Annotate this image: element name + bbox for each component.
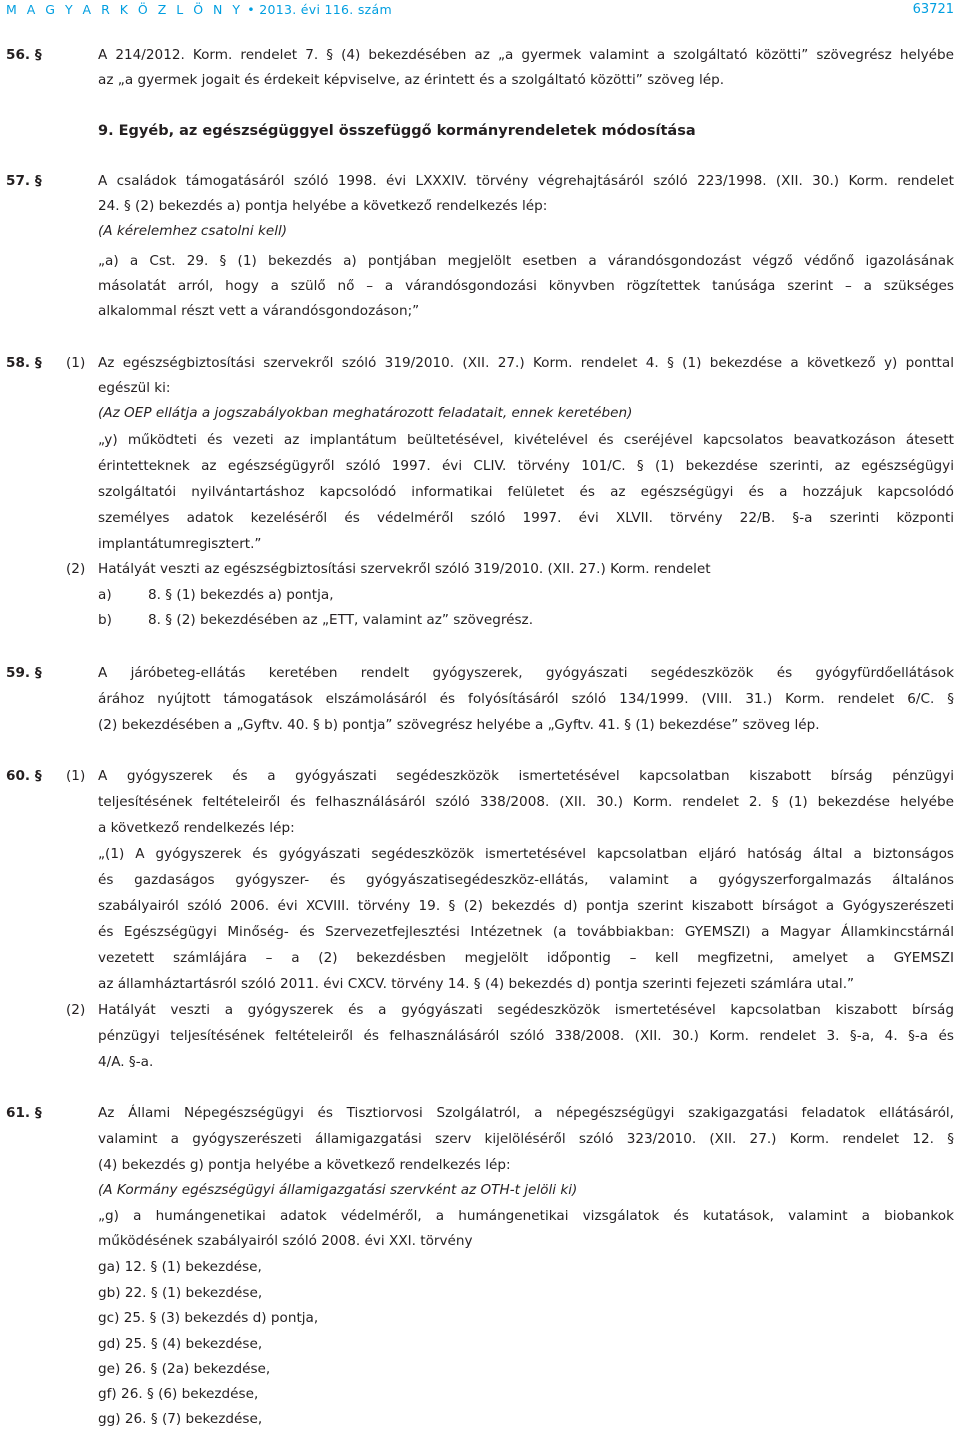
- section-57-line-2: 24. § (2) bekezdés a) pontja helyébe a következő rendelkezés lép:: [98, 198, 548, 214]
- issue-label: 2013. évi 116. szám: [259, 2, 392, 17]
- section-60-line-10: Hatályát veszti a gyógyszerek és a gyógyászati segédeszközök ismertetésével kapcsolatban kiszabott bírság: [98, 1002, 954, 1018]
- header-bullet: •: [247, 2, 255, 17]
- section-59-line-3: (2) bekezdésében a „Gyftv. 40. § b) pontja” szövegrész helyébe a „Gyftv. 41. § (1) bekezdése” szöveg lép.: [98, 717, 820, 733]
- journal-name: M A G Y A R K Ö Z L Ö N Y: [6, 2, 243, 17]
- section-61-line-6: működésének szabályairól szóló 2008. évi XXI. törvény: [98, 1233, 473, 1249]
- page-header: [0, 0, 960, 22]
- section-58-line-5: érintetteknek az egészségügyről szóló 1997. évi CLIV. törvény 101/C. § (1) bekezdése szerinti, az egészségügyi: [98, 458, 954, 474]
- section-61-line-3: (4) bekezdés g) pontja helyébe a következő rendelkezés lép:: [98, 1157, 511, 1173]
- section-60-para-2: (2): [66, 1002, 86, 1018]
- journal-title: [6, 2, 392, 17]
- section-60-line-6: szabályairól szóló 2006. évi XCVIII. törvény 19. § (2) bekezdés d) pontja szerint kiszabott bírságot a Gyógyszerészeti: [98, 898, 954, 914]
- section-57-line-5: másolatát arról, hogy a szülő nő – a várandósgondozási könyvben rögzítettek tanúsága szerint – a szükséges: [98, 278, 954, 294]
- page-number: 63721: [912, 2, 954, 17]
- section-61-number: 61. §: [6, 1105, 42, 1121]
- section-58-para-1: (1): [66, 355, 86, 371]
- section-57-line-3: (A kérelemhez csatolni kell): [98, 223, 288, 239]
- section-60-line-7: és Egészségügyi Minőség- és Szervezetfejlesztési Intézetnek (a továbbiakban: GYEMSZI) a Magyar Államkincstárnál: [98, 924, 954, 940]
- section-56-line-2: az „a gyermek jogait és érdekeit képviselve, az érintett és a szolgáltató közötti” szöveg lép.: [98, 72, 725, 88]
- section-60-line-11: pénzügyi teljesítésének feltételeiről és felhasználásáról szóló 338/2008. (XII. 30.) Korm. rendelet 3. §-a, 4. §-a és: [98, 1028, 954, 1044]
- section-58-item-b: 8. § (2) bekezdésében az „ETT, valamint az” szövegrész.: [148, 612, 534, 628]
- section-58-line-1: Az egészségbiztosítási szervekről szóló 319/2010. (XII. 27.) Korm. rendelet 4. § (1) bekezdése a következő y) ponttal: [98, 355, 954, 371]
- section-61-line-4: (A Kormány egészségügyi államigazgatási szervként az OTH-t jelöli ki): [98, 1182, 578, 1198]
- section-60-line-1: A gyógyszerek és a gyógyászati segédeszközök ismertetésével kapcsolatban kiszabott bírság pénzügyi: [98, 768, 954, 784]
- section-60-line-5: és gazdaságos gyógyszer- és gyógyászatisegédeszköz-ellátás, valamint a gyógyszerforgalmazás általános: [98, 872, 954, 888]
- list-item: gd) 25. § (4) bekezdése,: [98, 1336, 263, 1352]
- section-56-line-1: A 214/2012. Korm. rendelet 7. § (4) bekezdésében az „a gyermek valamint a szolgáltató közötti” szövegrész helyébe: [98, 47, 954, 63]
- list-item: ge) 26. § (2a) bekezdése,: [98, 1361, 271, 1377]
- section-58-line-6: szolgáltatói nyilvántartáshoz kapcsolódó informatikai felületet és az egészségügyi és a hozzájuk kapcsolódó: [98, 484, 954, 500]
- section-58-line-8: implantátumregisztert.”: [98, 536, 262, 552]
- list-item: ga) 12. § (1) bekezdése,: [98, 1259, 262, 1275]
- list-item: gc) 25. § (3) bekezdés d) pontja,: [98, 1310, 319, 1326]
- section-56-number: 56. §: [6, 47, 42, 63]
- section-61-line-2: valamint a gyógyszerészeti államigazgatási szerv kijelöléséről szóló 323/2010. (XII. 27.) Korm. rendelet 12. §: [98, 1131, 954, 1147]
- section-60-line-3: a következő rendelkezés lép:: [98, 820, 295, 836]
- section-58-line-2: egészül ki:: [98, 380, 171, 396]
- section-58-item-b-label: b): [98, 612, 112, 628]
- section-57-line-4: „a) a Cst. 29. § (1) bekezdés a) pontjában megjelölt esetben a várandósgondozást végző védőnő igazolásának: [98, 253, 954, 269]
- section-61-line-5: „g) a humángenetikai adatok védelméről, a humángenetikai vizsgálatok és kutatások, valamint a biobankok: [98, 1208, 954, 1224]
- section-58-line-7: személyes adatok kezeléséről és védelméről szóló 1997. évi XLVII. törvény 22/B. §-a szerinti központi: [98, 510, 954, 526]
- section-60-line-12: 4/A. §-a.: [98, 1054, 154, 1070]
- section-58-para-2: (2): [66, 561, 86, 577]
- section-61-line-1: Az Állami Népegészségügyi és Tisztiorvosi Szolgálatról, a népegészségügyi szakigazgatási feladatok ellátásáról,: [98, 1105, 954, 1121]
- section-58-number: 58. §: [6, 355, 42, 371]
- section-59-line-2: árához nyújtott támogatások elszámolásáról és folyósításáról szóló 134/1999. (VIII. 31.) Korm. rendelet 6/C. §: [98, 691, 954, 707]
- section-58-item-a: 8. § (1) bekezdés a) pontja,: [148, 587, 334, 603]
- section-58-line-4: „y) működteti és vezeti az implantátum beültetésével, kivételével és cseréjével kapcsolatos beavatkozáson átesett: [98, 432, 954, 448]
- section-57-line-1: A családok támogatásáról szóló 1998. évi LXXXIV. törvény végrehajtásáról szóló 223/1998. (XII. 30.) Korm. rendelet: [98, 173, 954, 189]
- section-58-line-3: (Az OEP ellátja a jogszabályokban meghatározott feladatait, ennek keretében): [98, 405, 633, 421]
- section-60-para-1: (1): [66, 768, 86, 784]
- section-59-line-1: A járóbeteg-ellátás keretében rendelt gyógyszerek, gyógyászati segédeszközök és gyógyfürdőellátások: [98, 665, 954, 681]
- section-60-line-8: vezetett számlájára – a (2) bekezdésben megjelölt időpontig – kell megfizetni, amelyet a GYEMSZI: [98, 950, 954, 966]
- section-60-line-2: teljesítésének feltételeiről és felhasználásáról szóló 338/2008. (XII. 30.) Korm. rendelet 2. § (1) bekezdése helyébe: [98, 794, 954, 810]
- chapter-heading: 9. Egyéb, az egészségüggyel összefüggő kormányrendeletek módosítása: [98, 123, 696, 139]
- section-60-line-4: „(1) A gyógyszerek és gyógyászati segédeszközök ismertetésével kapcsolatban eljáró hatóság által a biztonságos: [98, 846, 954, 862]
- section-59-number: 59. §: [6, 665, 42, 681]
- section-57-number: 57. §: [6, 173, 42, 189]
- section-57-line-6: alkalommal részt vett a várandósgondozáson;”: [98, 303, 420, 319]
- section-58-line-9: Hatályát veszti az egészségbiztosítási szervekről szóló 319/2010. (XII. 27.) Korm. rendelet: [98, 561, 711, 577]
- section-60-number: 60. §: [6, 768, 42, 784]
- list-item: gg) 26. § (7) bekezdése,: [98, 1411, 263, 1427]
- list-item: gb) 22. § (1) bekezdése,: [98, 1285, 263, 1301]
- list-item: gf) 26. § (6) bekezdése,: [98, 1386, 259, 1402]
- section-60-line-9: az államháztartásról szóló 2011. évi CXCV. törvény 14. § (4) bekezdés d) pontja szerinti fejezeti számlára utal.”: [98, 976, 855, 992]
- section-58-item-a-label: a): [98, 587, 112, 603]
